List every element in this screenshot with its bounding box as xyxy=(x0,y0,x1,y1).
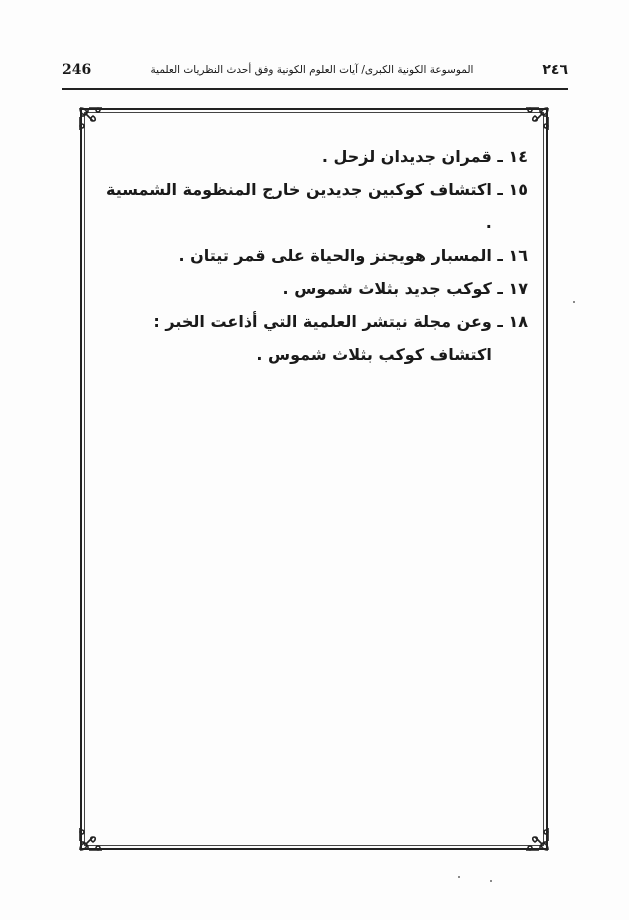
list-item xyxy=(100,140,528,173)
page-number-arabic: ٢٤٦ xyxy=(542,62,568,78)
list-item xyxy=(100,239,528,272)
running-header xyxy=(62,62,568,84)
item-number: ١٤ ـ xyxy=(497,147,528,166)
item-number: ١٥ ـ xyxy=(497,180,528,199)
corner-ornament-icon xyxy=(76,824,106,854)
list-item xyxy=(100,272,528,305)
item-number: ١٧ ـ xyxy=(497,279,528,298)
item-text: اكتشاف كوكبين جديدين خارج المنظومة الشمسية . xyxy=(105,180,492,232)
corner-ornament-icon xyxy=(522,104,552,134)
list-item xyxy=(100,173,528,239)
item-text: قمران جديدان لزحل . xyxy=(321,147,492,166)
corner-ornament-icon xyxy=(522,824,552,854)
item-number: ١٨ ـ xyxy=(497,312,528,331)
header-rule xyxy=(62,88,568,90)
scan-speck xyxy=(458,876,460,878)
topic-list xyxy=(100,140,528,371)
item-text: المسبار هويجنز والحياة على قمر تيتان . xyxy=(178,246,492,265)
list-item xyxy=(100,305,528,371)
running-title: الموسوعة الكونية الكبرى/ آيات العلوم الكونية وفق أحدث النظريات العلمية xyxy=(150,64,474,76)
scan-speck xyxy=(490,880,492,882)
item-number: ١٦ ـ xyxy=(497,246,528,265)
scan-speck xyxy=(573,301,575,303)
corner-ornament-icon xyxy=(76,104,106,134)
page-number-latin: 246 xyxy=(62,62,92,78)
item-text: وعن مجلة نيتشر العلمية التي أذاعت الخبر : اكتشاف كوكب بثلاث شموس . xyxy=(153,312,492,364)
item-text: كوكب جديد بثلاث شموس . xyxy=(282,279,492,298)
